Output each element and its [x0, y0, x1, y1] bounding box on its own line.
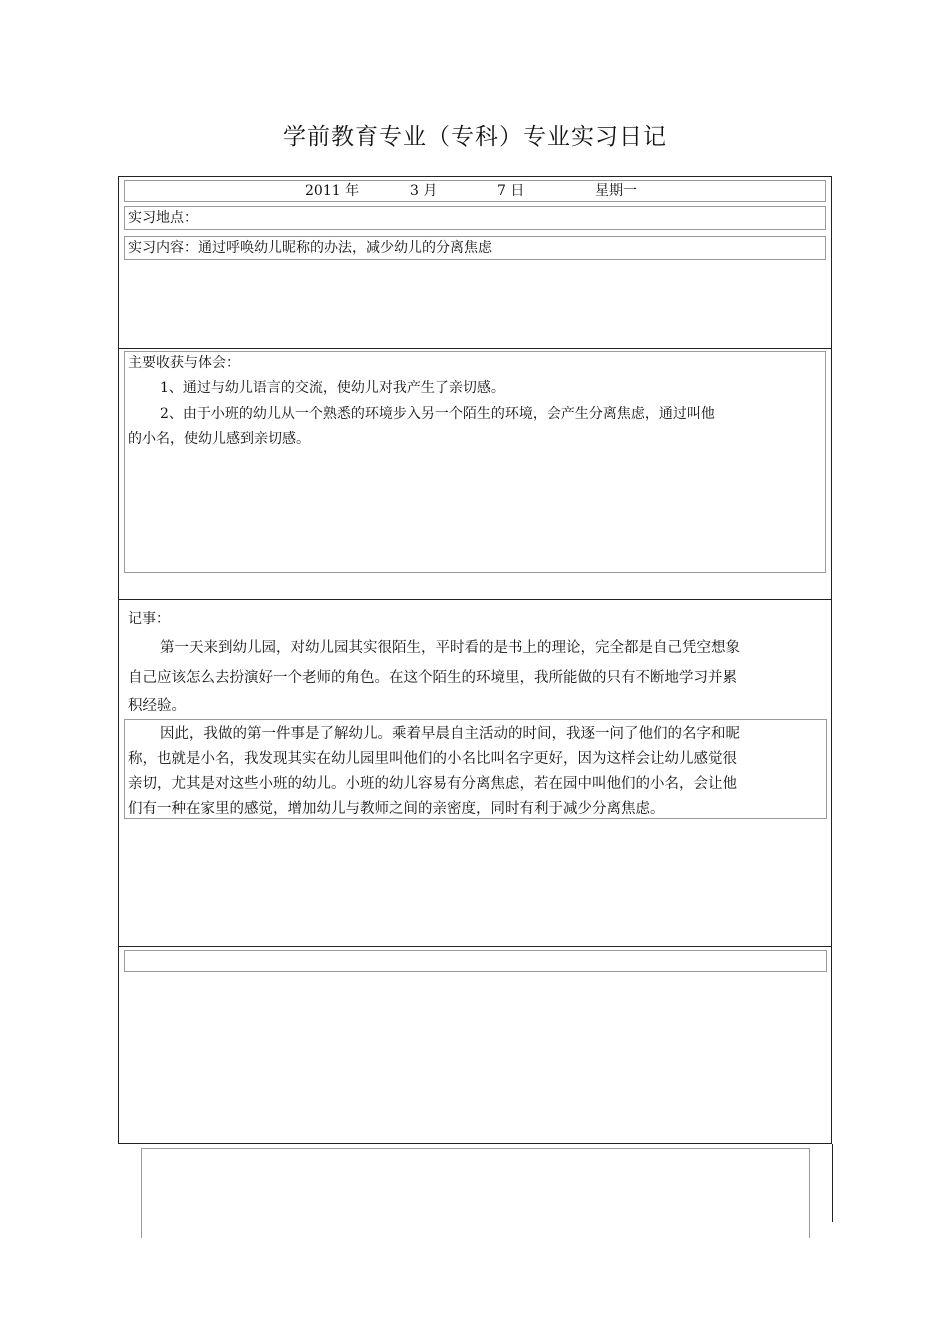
notes-paragraph-line: 亲切，尤其是对这些小班的幼儿。小班的幼儿容易有分离焦虑，若在园中叫他们的小名，会让他 — [128, 776, 737, 792]
date-year: 2011 年 — [305, 183, 360, 199]
empty-row — [124, 950, 827, 972]
notes-paragraph-line: 积经验。 — [128, 698, 186, 714]
location-row — [124, 206, 826, 230]
date-weekday: 星期一 — [595, 183, 637, 199]
content-text: 实习内容：通过呼唤幼儿昵称的办法，减少幼儿的分离焦虑 — [128, 240, 492, 256]
right-border-extension — [832, 1144, 833, 1222]
next-page-box — [141, 1148, 810, 1238]
notes-paragraph-line: 自己应该怎么去扮演好一个老师的角色。在这个陌生的环境里，我所能做的只有不断地学习并累 — [128, 670, 737, 686]
notes-paragraph-line: 第一天来到幼儿园，对幼儿园其实很陌生，平时看的是书上的理论，完全都是自己凭空想象 — [160, 640, 740, 656]
notes-paragraph-line: 们有一种在家里的感觉，增加幼儿与教师之间的亲密度，同时有利于减少分离焦虑。 — [128, 801, 665, 817]
notes-paragraph-line: 称，也就是小名，我发现其实在幼儿园里叫他们的小名比叫名字更好，因为这样会让幼儿感觉很 — [128, 751, 737, 767]
gains-line: 1、通过与幼儿语言的交流，使幼儿对我产生了亲切感。 — [160, 380, 505, 396]
date-month: 3 月 — [410, 183, 438, 199]
diary-table — [118, 176, 832, 1144]
notes-label: 记事： — [128, 611, 170, 627]
page-title: 学前教育专业（专科）专业实习日记 — [283, 124, 667, 150]
location-label: 实习地点： — [128, 210, 198, 226]
row-divider — [118, 348, 832, 349]
gains-line: 的小名，使幼儿感到亲切感。 — [128, 431, 310, 447]
row-divider — [118, 946, 832, 947]
notes-paragraph-line: 因此，我做的第一件事是了解幼儿。乘着早晨自主活动的时间，我逐一问了他们的名字和昵 — [160, 726, 740, 742]
gains-label: 主要收获与体会： — [128, 355, 240, 371]
date-day: 7 日 — [497, 183, 525, 199]
date-row — [124, 180, 826, 202]
gains-line: 2、由于小班的幼儿从一个熟悉的环境步入另一个陌生的环境，会产生分离焦虑，通过叫他 — [160, 406, 715, 422]
row-divider — [118, 599, 832, 600]
